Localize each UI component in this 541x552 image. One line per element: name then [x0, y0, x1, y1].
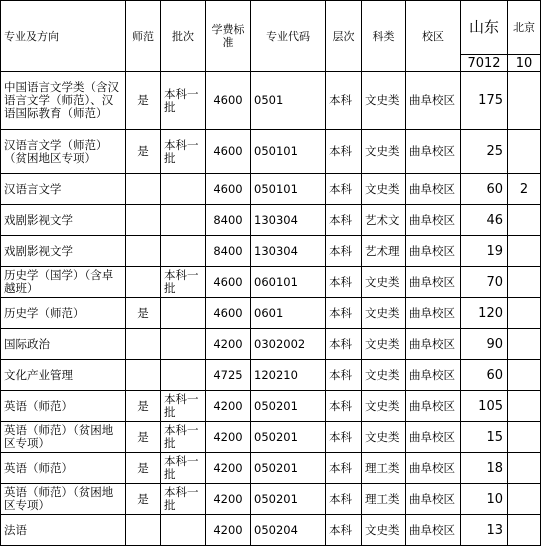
- cell-batch: 本科一批: [161, 267, 206, 298]
- cell-batch: 本科一批: [161, 484, 206, 515]
- cell-campus: 曲阜校区: [406, 298, 461, 329]
- cell-level: 本科: [326, 267, 362, 298]
- cell-category: 理工类: [362, 484, 406, 515]
- cell-batch: [161, 515, 206, 546]
- cell-fee: 4600: [206, 130, 251, 174]
- cell-shandong: 25: [461, 130, 508, 174]
- cell-fee: 4200: [206, 422, 251, 453]
- cell-teacher: [126, 236, 161, 267]
- cell-teacher: 是: [126, 422, 161, 453]
- cell-category: 文史类: [362, 72, 406, 130]
- cell-fee: 8400: [206, 205, 251, 236]
- cell-shandong: 13: [461, 515, 508, 546]
- table-row: [1, 391, 541, 422]
- cell-beijing: [508, 515, 541, 546]
- cell-batch: 本科一批: [161, 453, 206, 484]
- cell-fee: 4200: [206, 484, 251, 515]
- cell-fee: 8400: [206, 236, 251, 267]
- cell-major: 汉语言文学（师范）（贫困地区专项）: [1, 130, 126, 174]
- cell-beijing: [508, 391, 541, 422]
- cell-major: 英语（师范）（贫困地区专项）: [1, 422, 126, 453]
- cell-shandong: 60: [461, 360, 508, 391]
- cell-fee: 4200: [206, 391, 251, 422]
- cell-teacher: [126, 360, 161, 391]
- header-batch: 批次: [161, 1, 206, 72]
- header-category: 科类: [362, 1, 406, 72]
- table-body: [1, 72, 541, 546]
- table-row: [1, 72, 541, 130]
- cell-beijing: [508, 72, 541, 130]
- cell-fee: 4600: [206, 72, 251, 130]
- cell-campus: 曲阜校区: [406, 360, 461, 391]
- cell-campus: 曲阜校区: [406, 72, 461, 130]
- cell-campus: 曲阜校区: [406, 205, 461, 236]
- cell-beijing: 2: [508, 174, 541, 205]
- header-shandong: 山东: [461, 1, 508, 55]
- cell-fee: 4600: [206, 267, 251, 298]
- cell-category: 文史类: [362, 391, 406, 422]
- cell-teacher: [126, 174, 161, 205]
- cell-beijing: [508, 267, 541, 298]
- cell-shandong: 175: [461, 72, 508, 130]
- cell-fee: 4600: [206, 174, 251, 205]
- cell-category: 文史类: [362, 267, 406, 298]
- header-shandong-total: 7012: [461, 55, 508, 72]
- cell-level: 本科: [326, 484, 362, 515]
- cell-category: 艺术文: [362, 205, 406, 236]
- cell-category: 文史类: [362, 130, 406, 174]
- table-row: [1, 422, 541, 453]
- table-row: [1, 130, 541, 174]
- cell-beijing: [508, 453, 541, 484]
- header-campus: 校区: [406, 1, 461, 72]
- cell-level: 本科: [326, 205, 362, 236]
- cell-code: 0501: [251, 72, 326, 130]
- table-row: [1, 453, 541, 484]
- cell-beijing: [508, 205, 541, 236]
- cell-teacher: [126, 329, 161, 360]
- cell-level: 本科: [326, 130, 362, 174]
- table-row: [1, 236, 541, 267]
- cell-category: 文史类: [362, 515, 406, 546]
- cell-code: 050201: [251, 422, 326, 453]
- cell-code: 050204: [251, 515, 326, 546]
- cell-fee: 4200: [206, 515, 251, 546]
- cell-code: 0302002: [251, 329, 326, 360]
- header-level: 层次: [326, 1, 362, 72]
- cell-batch: [161, 298, 206, 329]
- cell-batch: [161, 360, 206, 391]
- cell-teacher: [126, 515, 161, 546]
- cell-code: 130304: [251, 205, 326, 236]
- cell-major: 戏剧影视文学: [1, 236, 126, 267]
- cell-beijing: [508, 298, 541, 329]
- cell-major: 戏剧影视文学: [1, 205, 126, 236]
- cell-code: 050201: [251, 453, 326, 484]
- cell-level: 本科: [326, 360, 362, 391]
- cell-batch: 本科一批: [161, 391, 206, 422]
- cell-batch: 本科一批: [161, 130, 206, 174]
- cell-level: 本科: [326, 422, 362, 453]
- cell-fee: 4200: [206, 453, 251, 484]
- cell-teacher: 是: [126, 453, 161, 484]
- header-beijing: 北京: [508, 1, 541, 55]
- cell-shandong: 46: [461, 205, 508, 236]
- header-major: 专业及方向: [1, 1, 126, 72]
- cell-shandong: 70: [461, 267, 508, 298]
- cell-shandong: 90: [461, 329, 508, 360]
- cell-code: 120210: [251, 360, 326, 391]
- cell-teacher: 是: [126, 130, 161, 174]
- cell-campus: 曲阜校区: [406, 267, 461, 298]
- cell-teacher: 是: [126, 391, 161, 422]
- cell-category: 文史类: [362, 329, 406, 360]
- cell-level: 本科: [326, 329, 362, 360]
- table-row: [1, 515, 541, 546]
- cell-category: 文史类: [362, 422, 406, 453]
- cell-campus: 曲阜校区: [406, 453, 461, 484]
- cell-batch: 本科一批: [161, 72, 206, 130]
- cell-teacher: 是: [126, 298, 161, 329]
- cell-category: 文史类: [362, 174, 406, 205]
- cell-code: 060101: [251, 267, 326, 298]
- cell-batch: 本科一批: [161, 422, 206, 453]
- cell-major: 法语: [1, 515, 126, 546]
- cell-major: 中国语言文学类（含汉语言文学（师范）、汉语国际教育（师范）: [1, 72, 126, 130]
- table-row: [1, 360, 541, 391]
- cell-major: 英语（师范）: [1, 391, 126, 422]
- cell-code: 130304: [251, 236, 326, 267]
- table-row: [1, 484, 541, 515]
- cell-code: 050201: [251, 391, 326, 422]
- table-row: [1, 267, 541, 298]
- cell-level: 本科: [326, 236, 362, 267]
- table-row: [1, 174, 541, 205]
- cell-teacher: 是: [126, 484, 161, 515]
- cell-fee: 4725: [206, 360, 251, 391]
- cell-batch: [161, 236, 206, 267]
- table-row: [1, 329, 541, 360]
- cell-major: 文化产业管理: [1, 360, 126, 391]
- cell-category: 文史类: [362, 298, 406, 329]
- table-row: [1, 205, 541, 236]
- cell-major: 国际政治: [1, 329, 126, 360]
- cell-batch: [161, 174, 206, 205]
- cell-category: 理工类: [362, 453, 406, 484]
- cell-teacher: [126, 205, 161, 236]
- cell-beijing: [508, 236, 541, 267]
- cell-level: 本科: [326, 391, 362, 422]
- cell-level: 本科: [326, 298, 362, 329]
- cell-campus: 曲阜校区: [406, 484, 461, 515]
- cell-campus: 曲阜校区: [406, 391, 461, 422]
- cell-campus: 曲阜校区: [406, 130, 461, 174]
- cell-campus: 曲阜校区: [406, 236, 461, 267]
- cell-fee: 4200: [206, 329, 251, 360]
- cell-category: 艺术理: [362, 236, 406, 267]
- cell-fee: 4600: [206, 298, 251, 329]
- cell-category: 文史类: [362, 360, 406, 391]
- cell-shandong: 120: [461, 298, 508, 329]
- cell-code: 050101: [251, 174, 326, 205]
- cell-level: 本科: [326, 515, 362, 546]
- cell-shandong: 19: [461, 236, 508, 267]
- cell-campus: 曲阜校区: [406, 422, 461, 453]
- cell-beijing: [508, 329, 541, 360]
- cell-campus: 曲阜校区: [406, 174, 461, 205]
- cell-shandong: 10: [461, 484, 508, 515]
- cell-campus: 曲阜校区: [406, 329, 461, 360]
- cell-teacher: [126, 267, 161, 298]
- cell-batch: [161, 205, 206, 236]
- header-teacher: 师范: [126, 1, 161, 72]
- cell-code: 0601: [251, 298, 326, 329]
- cell-major: 汉语言文学: [1, 174, 126, 205]
- cell-code: 050101: [251, 130, 326, 174]
- cell-shandong: 18: [461, 453, 508, 484]
- cell-shandong: 105: [461, 391, 508, 422]
- header-beijing-total: 10: [508, 55, 541, 72]
- table-row: [1, 298, 541, 329]
- cell-beijing: [508, 360, 541, 391]
- cell-level: 本科: [326, 72, 362, 130]
- cell-major: 历史学（国学）（含卓越班）: [1, 267, 126, 298]
- cell-beijing: [508, 484, 541, 515]
- cell-major: 历史学（师范）: [1, 298, 126, 329]
- header-code: 专业代码: [251, 1, 326, 72]
- cell-beijing: [508, 422, 541, 453]
- cell-beijing: [508, 130, 541, 174]
- cell-shandong: 15: [461, 422, 508, 453]
- cell-major: 英语（师范）: [1, 453, 126, 484]
- cell-level: 本科: [326, 453, 362, 484]
- cell-major: 英语（师范）（贫困地区专项）: [1, 484, 126, 515]
- cell-code: 050201: [251, 484, 326, 515]
- header-fee: 学费标准: [206, 1, 251, 72]
- cell-teacher: 是: [126, 72, 161, 130]
- cell-shandong: 60: [461, 174, 508, 205]
- cell-campus: 曲阜校区: [406, 515, 461, 546]
- cell-batch: [161, 329, 206, 360]
- cell-level: 本科: [326, 174, 362, 205]
